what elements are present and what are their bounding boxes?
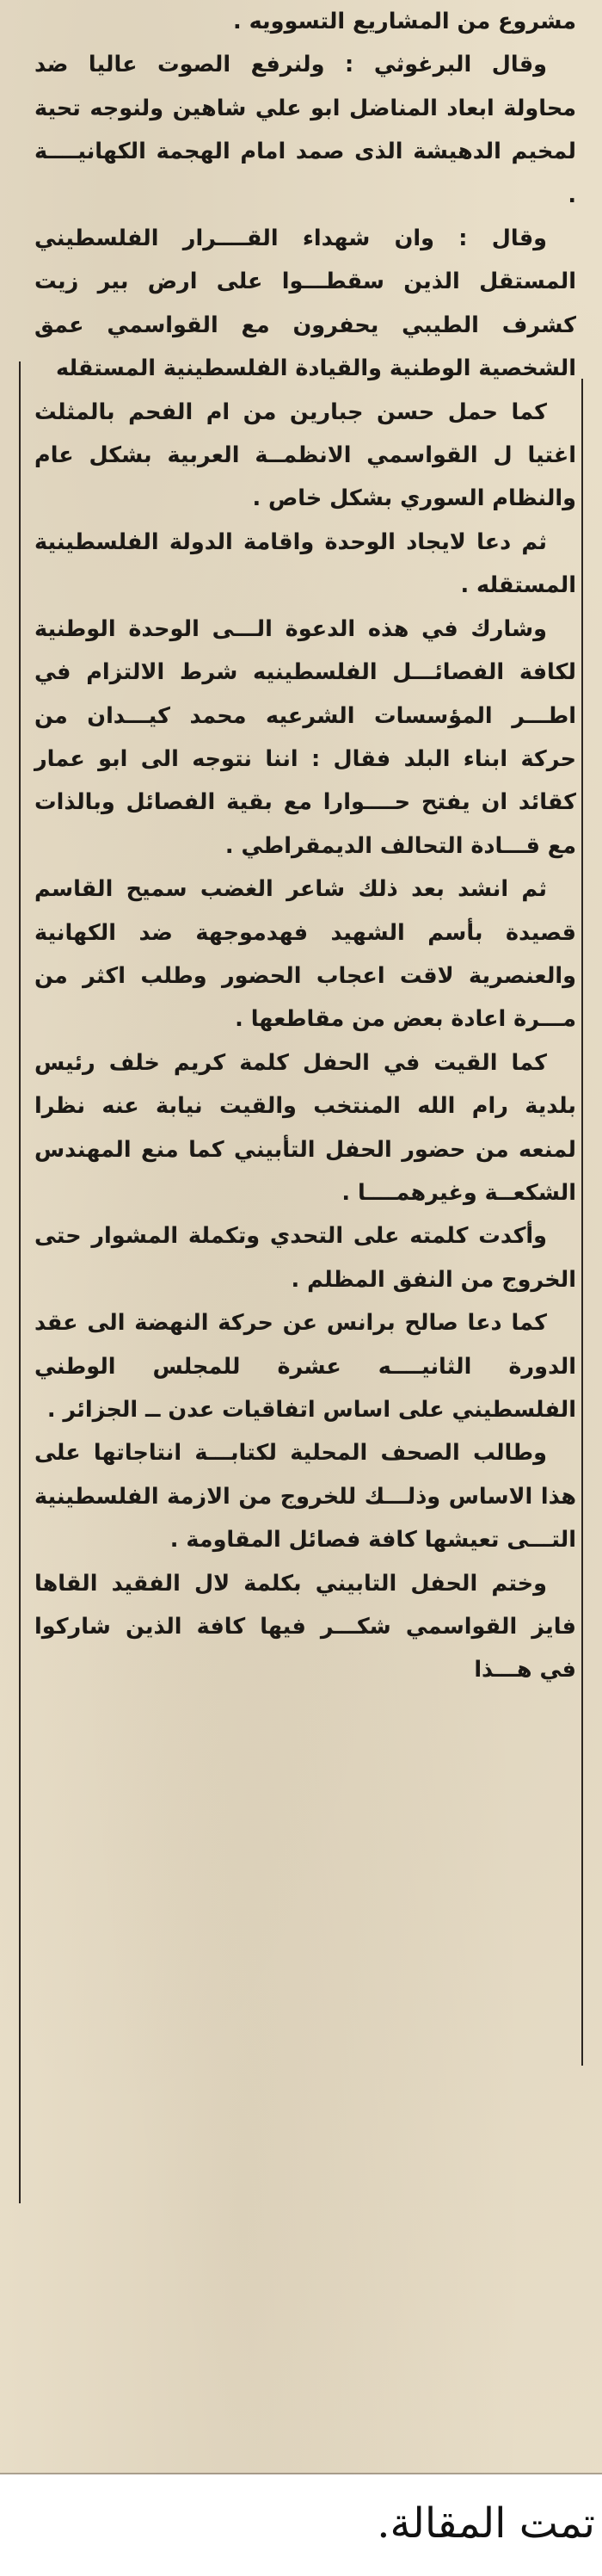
column-rule-left [19,361,21,2203]
paragraph: ثم انشد بعد ذلك شاعر الغضب سميح القاسم قصيدة بأسم الشهيد فهدموجهة ضد الكهانية والعنصرية لاقت اعجاب الحضور وطلب اكثر من مـــرة اعادة بعض من مقاطعها . [34,876,576,1033]
end-note: تمت المقالة. [377,2499,595,2548]
paragraph: وقال البرغوثي : ولنرفع الصوت عاليا ضد محاولة ابعاد المناضل ابو علي شاهين ولنوجه تحية لمخيم الدهيشة الذى صمد امام الهجمة الكهانيــــة . [34,52,576,208]
paragraph: كما حمل حسن جبارين من ام الفحم بالمثلث اغتيا ل القواسمي الانظمــة العربية بشكل عام والنظام السوري بشكل خاص . [34,398,576,512]
paragraph: مشروع من المشاريع التسوويه . [233,9,576,34]
paragraph: كما القيت في الحفل كلمة كريم خلف رئيس بلدية رام الله المنتخب والقيت نيابة عنه نظرا لمنعه من حضور الحفل التأبيني كما منع المهندس الشكعــة وغيرهمــــا . [34,1049,576,1206]
paragraph: وقال : وان شهداء القــــرار الفلسطيني المستقل الذين سقطـــوا على ارض بير زيت كشرف الطيبي يحفرون مع القواسمي عمق الشخصية الوطنية والقيادة الفلسطينية المستقله [34,225,576,382]
paragraph: كما دعا صالح برانس عن حركة النهضة الى عقد الدورة الثانيــــه عشرة للمجلس الوطني الفلسطيني على اساس اتفاقيات عدن ــ الجزائر . [34,1310,576,1423]
paragraph: وأكدت كلمته على التحدي وتكملة المشوار حتى الخروج من النفق المظلم . [34,1223,576,1293]
paragraph: ثم دعا لايجاد الوحدة واقامة الدولة الفلسطينية المستقله . [34,528,576,599]
paragraph: وختم الحفل التابيني بكلمة لال الفقيد القاها فايز القواسمي شكـــر فيها كافة الذين شاركوا في هـــذا [34,1570,576,1683]
column-rule-right [581,379,583,2066]
paragraph: وشارك في هذه الدعوة الـــى الوحدة الوطنية لكافة الفصائـــل الفلسطينيه شرط الالتزام في اطـــر المؤسسات الشرعيه محمد كيـــدان من حركة ابناء البلد فقال : اننا نتوجه الى ابو عمار كقائد ان يفتح حــــوارا مع بقية الفصائل وبالذات مع قـــادة التحالف الديمقراطي . [34,615,576,859]
paragraph: وطالب الصحف المحلية لكتابـــة انتاجاتها على هذا الاساس وذلـــك للخروج من الازمة الفلسطينية التـــى تعيشها كافة فصائل المقاومة . [34,1440,576,1554]
footer [0,2474,602,2576]
article-body [34,0,576,1692]
